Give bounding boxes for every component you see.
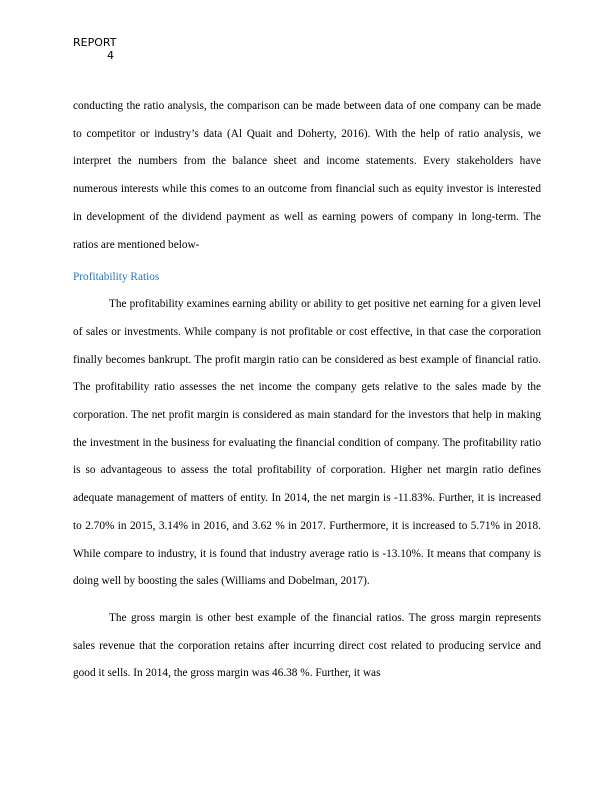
paragraph-profitability: The profitability examines earning ability or ability to get positive net earning for a given level of sales or investments. While company is not profitable or cost effective, in that case the corporation finally becomes bankrupt. The profit margin ratio can be considered as best example of financial ratio. The profitability ratio assesses the net income the company gets relative to the sales made by the corporation. The net profit margin is considered as main standard for the investors that help in making the investment in the business for evaluating the financial condition of company. The profitability ratio is so advantageous to assess the total profitability of corporation. Higher net margin ratio defines adequate management of matters of entity. In 2014, the net margin is -11.83%. Further, it is increased to 2.70% in 2015, 3.14% in 2016, and 3.62 % in 2017. Furthermore, it is increased to 5.71% in 2018. While compare to industry, it is found that industry average ratio is -13.10%. It means that company is doing well by boosting the sales (Williams and Dobelman, 2017). (73, 298, 541, 588)
section-heading-profitability-ratios: Profitability Ratios (73, 271, 160, 284)
document-body (73, 93, 541, 688)
paragraph-gross-margin: The gross margin is other best example of the financial ratios. The gross margin represents sales revenue that the corporation retains after incurring direct cost related to producing service and good it sells. In 2014, the gross margin was 46.38 %. Further, it was (73, 611, 541, 680)
page-number: 4 (107, 49, 114, 62)
paragraph-intro-continuation: conducting the ratio analysis, the comparison can be made between data of one company can be made to competitor or industry’s data (Al Quait and Doherty, 2016). With the help of ratio analysis, we interpret the numbers from the balance sheet and income statements. Every stakeholders have numerous interests while this comes to an outcome from financial such as equity investor is interested in development of the dividend payment as well as earning powers of company in long-term. The ratios are mentioned below- (73, 100, 541, 251)
paragraph-spacer (73, 596, 541, 605)
header-title: REPORT (73, 36, 117, 49)
page-header (73, 36, 116, 62)
